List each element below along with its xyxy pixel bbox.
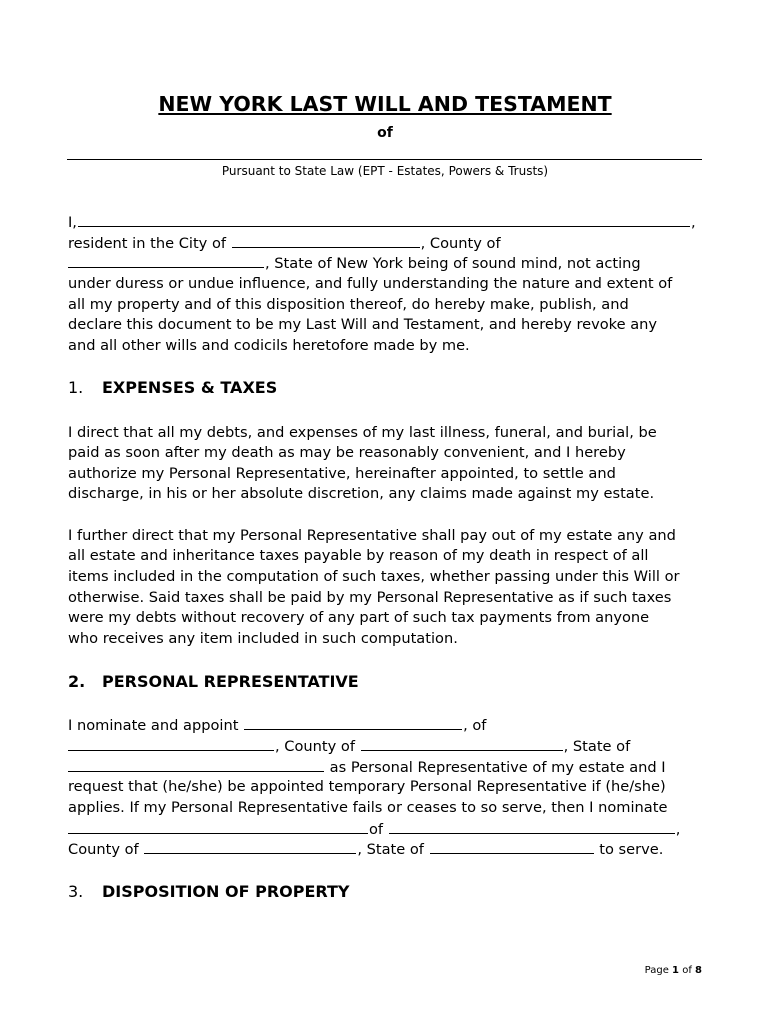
intro-text: , [690, 214, 696, 231]
s1-p2-line-6: who receives any item included in such computation. [68, 630, 458, 647]
testator-name-blank[interactable] [78, 212, 690, 227]
intro-line-6: declare this document to be my Last Will and Testament, and hereby revoke any [68, 316, 658, 333]
s2-line-6 [68, 819, 680, 841]
alternate-name-blank[interactable] [68, 819, 368, 834]
representative-city-blank[interactable] [68, 736, 274, 751]
s2-text: , [675, 821, 681, 838]
s2-text: , State of [563, 738, 631, 755]
city-blank[interactable] [232, 233, 420, 248]
footer-page-label: Page [644, 965, 669, 976]
s2-line-4: request that (he/she) be appointed temporary Personal Representative if (he/she) [68, 778, 666, 795]
document-of: of [377, 125, 393, 141]
intro-line-4: under duress or undue influence, and fully understanding the nature and extent of [68, 275, 673, 292]
intro-text: resident in the City of [68, 235, 227, 252]
section-title: DISPOSITION OF PROPERTY [102, 882, 350, 901]
s2-text: as Personal Representative of my estate and I [329, 759, 666, 776]
section-number: 1. [68, 378, 84, 397]
representative-state-blank[interactable] [68, 757, 324, 772]
s2-text: , County of [275, 738, 355, 755]
section-number: 3. [68, 882, 84, 901]
section-number: 2. [68, 672, 86, 691]
intro-text: I, [68, 214, 77, 231]
section-title: EXPENSES & TAXES [102, 378, 278, 397]
footer-of-label: of [682, 965, 692, 976]
intro-line-2 [68, 233, 501, 255]
footer-page-number: 1 [672, 965, 680, 976]
alternate-county-blank[interactable] [144, 839, 356, 854]
s2-line-7 [68, 839, 663, 861]
s2-text: , of [463, 717, 487, 734]
title-divider [67, 159, 702, 160]
county-blank[interactable] [68, 253, 264, 268]
s1-p2-line-1: I further direct that my Personal Representative shall pay out of my estate any and [68, 527, 676, 544]
intro-text: , County of [420, 235, 501, 252]
s2-text: County of [68, 841, 139, 858]
footer-page-total: 8 [695, 965, 702, 976]
intro-line-7: and all other wills and codicils heretofore made by me. [68, 337, 470, 354]
s2-text: of [369, 821, 384, 838]
s1-p2-line-2: all estate and inheritance taxes payable by reason of my death in respect of all [68, 547, 649, 564]
s2-line-2 [68, 736, 630, 758]
section-1-heading [68, 378, 277, 397]
intro-line-5: all my property and of this disposition thereof, do hereby make, publish, and [68, 296, 629, 313]
s2-line-1 [68, 715, 486, 737]
s1-p1-line-2: paid as soon after my death as may be reasonably convenient, and I hereby [68, 444, 626, 461]
alternate-state-blank[interactable] [430, 839, 594, 854]
intro-line-3 [68, 253, 641, 275]
s1-p1-line-1: I direct that all my debts, and expenses of my last illness, funeral, and burial, be [68, 424, 657, 441]
s2-text: I nominate and appoint [68, 717, 239, 734]
representative-county-blank[interactable] [361, 736, 563, 751]
alternate-city-blank[interactable] [389, 819, 675, 834]
s2-text: , State of [357, 841, 424, 858]
s1-p1-line-3: authorize my Personal Representative, hereinafter appointed, to settle and [68, 465, 616, 482]
s1-p2-line-3: items included in the computation of such taxes, whether passing under this Will or [68, 568, 680, 585]
section-3-heading [68, 882, 350, 901]
document-subtitle: Pursuant to State Law (EPT - Estates, Powers & Trusts) [221, 164, 549, 178]
intro-text: , State of New York being of sound mind, not acting [265, 255, 641, 272]
page-footer [0, 965, 702, 976]
section-title: PERSONAL REPRESENTATIVE [102, 672, 359, 691]
s1-p2-line-4: otherwise. Said taxes shall be paid by my Personal Representative as if such taxes [68, 589, 672, 606]
s2-line-5: applies. If my Personal Representative fails or ceases to so serve, then I nominate [68, 799, 668, 816]
intro-line-1 [68, 212, 696, 234]
s1-p2-line-5: were my debts without recovery of any part of such tax payments from anyone [68, 609, 650, 626]
s2-text: to serve. [599, 841, 664, 858]
s1-p1-line-4: discharge, in his or her absolute discretion, any claims made against my estate. [68, 485, 655, 502]
document-title: NEW YORK LAST WILL AND TESTAMENT [158, 92, 612, 116]
s2-line-3 [68, 757, 666, 779]
section-2-heading [68, 672, 359, 691]
representative-name-blank[interactable] [244, 715, 462, 730]
